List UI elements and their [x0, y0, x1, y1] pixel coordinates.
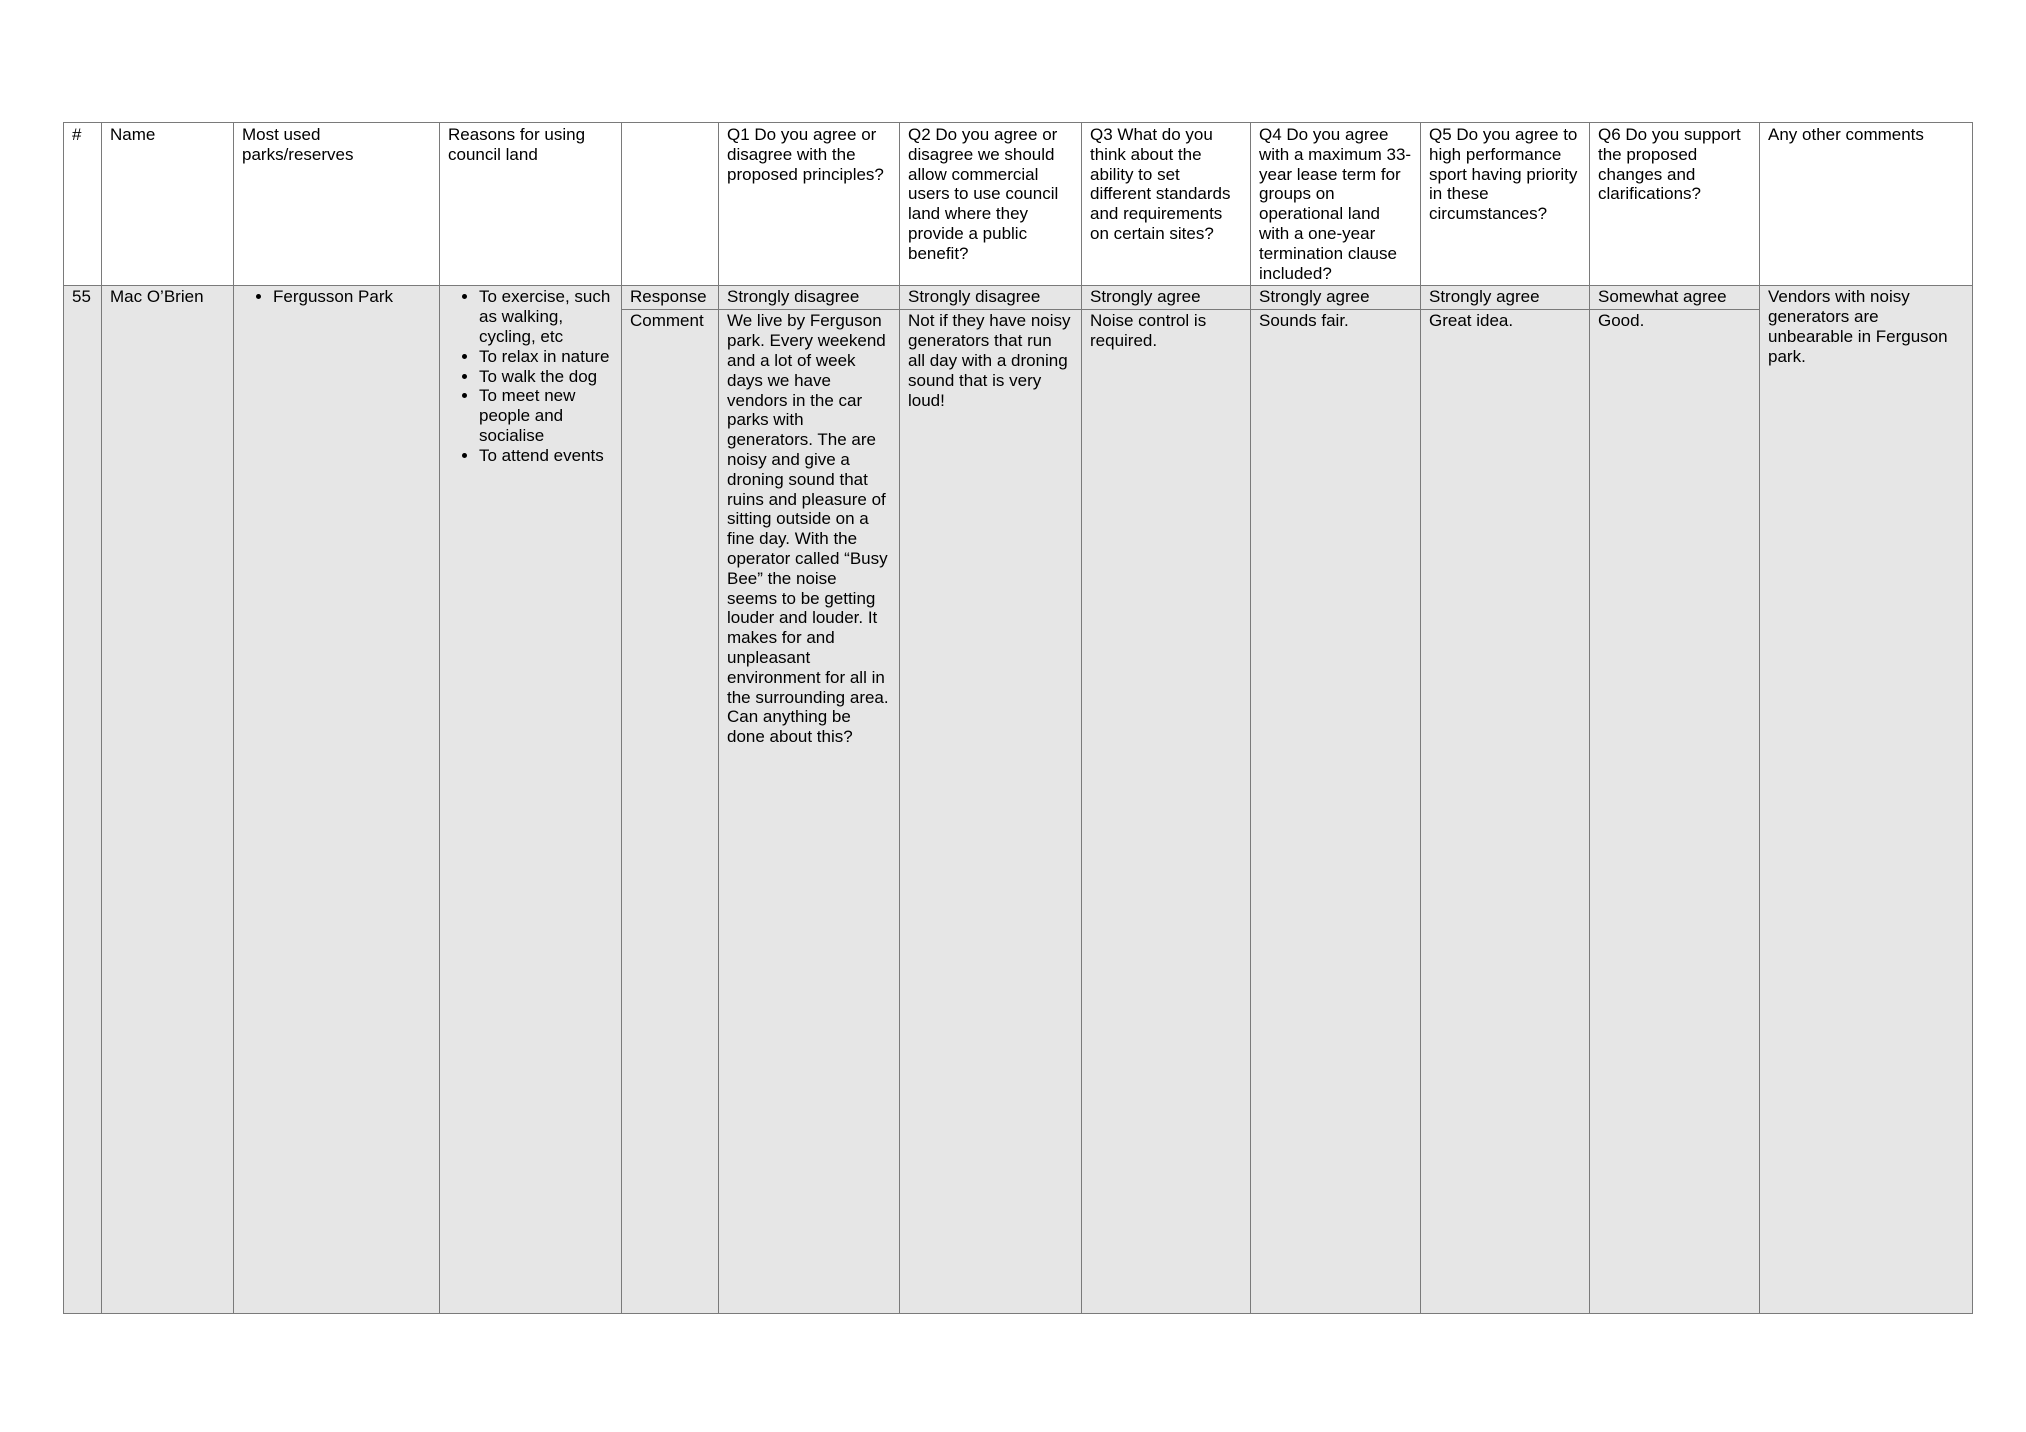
reasons-list-item: • To exercise, such as walking, cycling, etc [479, 287, 613, 346]
q4-response: Strongly agree [1251, 286, 1421, 310]
q1-response: Strongly disagree [719, 286, 900, 310]
other-comments-cell: Vendors with noisy generators are unbearable in Ferguson park. [1760, 286, 1973, 1314]
reasons-list [448, 287, 613, 465]
q2-comment: Not if they have noisy generators that run all day with a droning sound that is very loud! [900, 310, 1082, 1314]
most-used-parks-cell [234, 286, 440, 1314]
header-q6: Q6 Do you support the proposed changes and clarifications? [1590, 123, 1760, 286]
q5-response: Strongly agree [1421, 286, 1590, 310]
header-other-comments: Any other comments [1760, 123, 1973, 286]
header-q3: Q3 What do you think about the ability to set different standards and requirements on certain sites? [1082, 123, 1251, 286]
reasons-list-item: • To relax in nature [479, 347, 613, 367]
q6-response: Somewhat agree [1590, 286, 1760, 310]
reasons-list-item: • To attend events [479, 446, 613, 466]
submissions-table [63, 122, 1973, 1314]
header-number: # [64, 123, 102, 286]
submitter-name: Mac O’Brien [102, 286, 234, 1314]
comment-label: Comment [622, 310, 719, 1314]
header-reasons: Reasons for using council land [440, 123, 622, 286]
q5-comment: Great idea. [1421, 310, 1590, 1314]
reasons-list-item: • To walk the dog [479, 367, 613, 387]
submission-number: 55 [64, 286, 102, 1314]
header-q2: Q2 Do you agree or disagree we should allow commercial users to use council land where they provide a public benefit? [900, 123, 1082, 286]
q3-response: Strongly agree [1082, 286, 1251, 310]
response-label: Response [622, 286, 719, 310]
header-most-used-parks: Most used parks/reserves [234, 123, 440, 286]
header-q4: Q4 Do you agree with a maximum 33-year lease term for groups on operational land with a one-year termination clause included? [1251, 123, 1421, 286]
reasons-list-item: • To meet new people and socialise [479, 386, 613, 445]
header-q1: Q1 Do you agree or disagree with the proposed principles? [719, 123, 900, 286]
header-q5: Q5 Do you agree to high performance sport having priority in these circumstances? [1421, 123, 1590, 286]
parks-list-item: • Fergusson Park [273, 287, 431, 307]
q3-comment: Noise control is required. [1082, 310, 1251, 1314]
header-name: Name [102, 123, 234, 286]
q4-comment: Sounds fair. [1251, 310, 1421, 1314]
reasons-cell [440, 286, 622, 1314]
header-response-type [622, 123, 719, 286]
response-row [64, 286, 1973, 310]
q1-comment: We live by Ferguson park. Every weekend and a lot of week days we have vendors in the car parks with generators. The are noisy and give a droning sound that ruins and pleasure of sitting outside on a fine day. With the operator called “Busy Bee” the noise seems to be getting louder and louder. It makes for and unpleasant environment for all in the surrounding area. Can anything be done about this? [719, 310, 900, 1314]
parks-list [242, 287, 431, 307]
header-row [64, 123, 1973, 286]
q6-comment: Good. [1590, 310, 1760, 1314]
q2-response: Strongly disagree [900, 286, 1082, 310]
